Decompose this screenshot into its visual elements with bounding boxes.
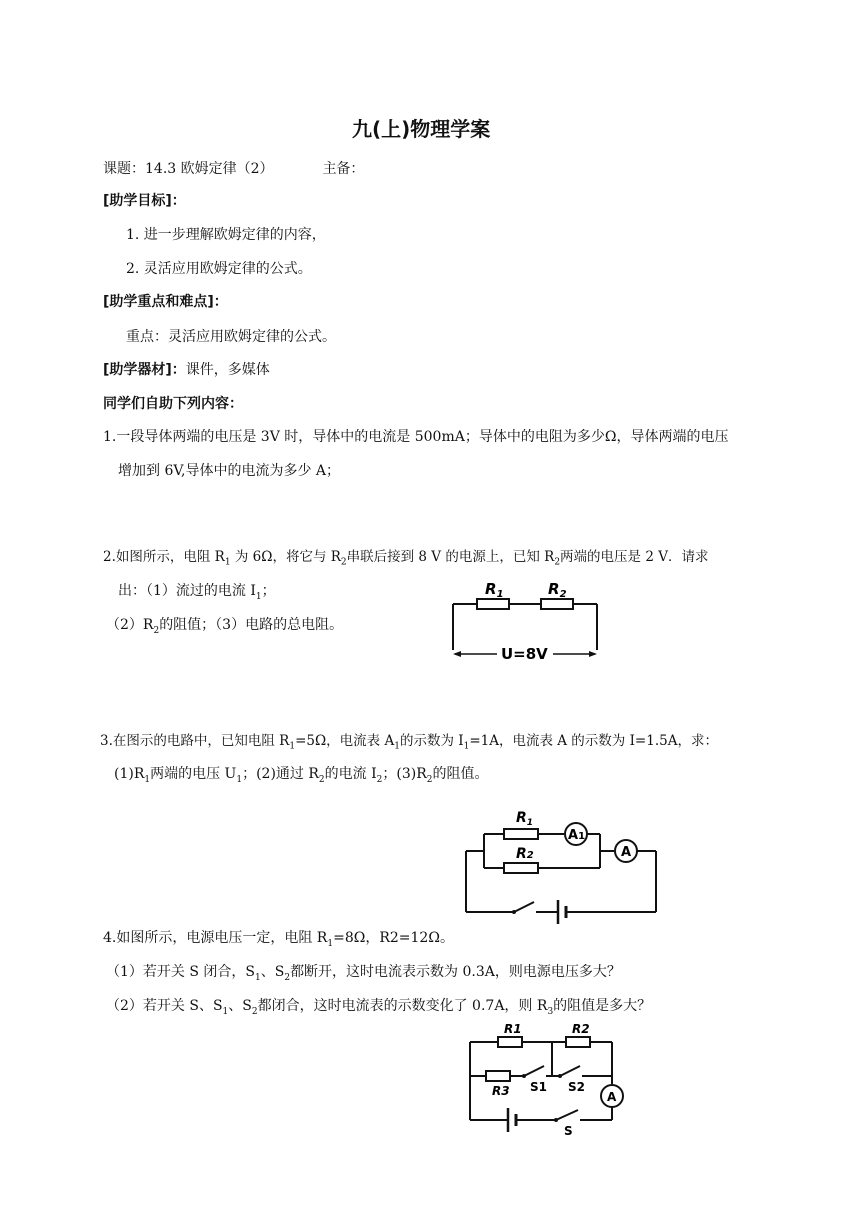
q4-fig-s1-label: S1: [530, 1080, 547, 1094]
q1-line2: 增加到 6V,导体中的电流为多少 A；: [118, 463, 341, 479]
topic: 课题：14.3 欧姆定律（2）: [103, 161, 274, 177]
goal-item-2: 2. 灵活应用欧姆定律的公式。: [126, 261, 312, 277]
equipment-heading: [助学器材]：: [103, 362, 186, 378]
q3-circuit-diagram: [462, 806, 662, 924]
equipment-line: [103, 359, 270, 379]
q4-line2: （1）若开关 S 闭合，$S_1$、$S_2$都断开，这时电流表示数为 0.3A，则电源电压多大？: [106, 964, 621, 983]
prep-label: 主备：: [322, 161, 365, 177]
page-title: 九(上)物理学案: [352, 117, 491, 141]
q2-line3: $(2)R_2$的阻值；（3）电路的总电阻。: [106, 617, 344, 636]
self-study-heading: 同学们自助下列内容：: [103, 396, 243, 412]
q3-fig-a1-label: A1: [568, 828, 586, 843]
q2-circuit-diagram: [445, 578, 605, 660]
q3-fig-r2-label: R2: [516, 846, 534, 862]
q3-line1: 3.在图示的电路中，已知电阻 $R_1=5\Omega$，电流表 $A_1$的示数为 $I_1=1A$，电流表 A 的示数为 I=1.5A，求：: [100, 733, 718, 752]
equipment-text: 课件，多媒体: [185, 362, 270, 378]
q2-line1: 2.如图所示，电阻 $R_1$ 为 6Ω，将它与 $R_2$串联后接到 8 V 的电源上，已知 $R_2$两端的电压是 2 V．请求: [103, 549, 709, 568]
q2-fig-r2-label: $R_2$: [548, 580, 567, 600]
q4-line1: 4.如图所示，电源电压一定，电阻 $R_1=8\Omega$，R2=12Ω。: [103, 930, 454, 949]
q3-fig-a-label: A: [621, 845, 632, 860]
q4-fig-r1-label: R1: [504, 1022, 522, 1036]
q1-line1: 1.一段导体两端的电压是 3V 时，导体中的电流是 500mA；导体中的电阻为多少Ω，导体两端的电压: [103, 429, 729, 445]
q4-fig-s-label: S: [564, 1124, 573, 1138]
key-heading: [助学重点和难点]：: [103, 294, 228, 310]
topic-line: [103, 158, 364, 178]
q4-circuit-diagram: [464, 1020, 634, 1140]
q3-fig-r1-label: $R_1$: [516, 810, 534, 828]
goals-heading: [助学目标]：: [103, 193, 186, 209]
goal-item-1: 1. 进一步理解欧姆定律的内容，: [126, 227, 326, 243]
q4-fig-r2-label: R2: [572, 1022, 590, 1036]
q2-fig-r1-label: $R_1$: [485, 580, 504, 600]
q4-fig-a-label: A: [607, 1090, 617, 1104]
q2-line2: 出：（1）流过的电流 $I_1$；: [118, 583, 276, 602]
q3-line2: $(1)R_1$两端的电压 $U_1$；(2)通过 $R_2$的电流 $I_2$；$(3)R_2$的阻值。: [114, 766, 489, 785]
q2-fig-voltage-label: U=8V: [501, 645, 548, 660]
q4-fig-r3-label: R3: [492, 1084, 510, 1098]
q4-line3: （2）若开关 S、$S_1$、$S_2$都闭合，这时电流表的示数变化了 0.7A，则 $R_3$的阻值是多大？: [106, 998, 652, 1017]
q4-fig-s2-label: S2: [568, 1080, 585, 1094]
key-text: 重点：灵活应用欧姆定律的公式。: [126, 329, 336, 345]
